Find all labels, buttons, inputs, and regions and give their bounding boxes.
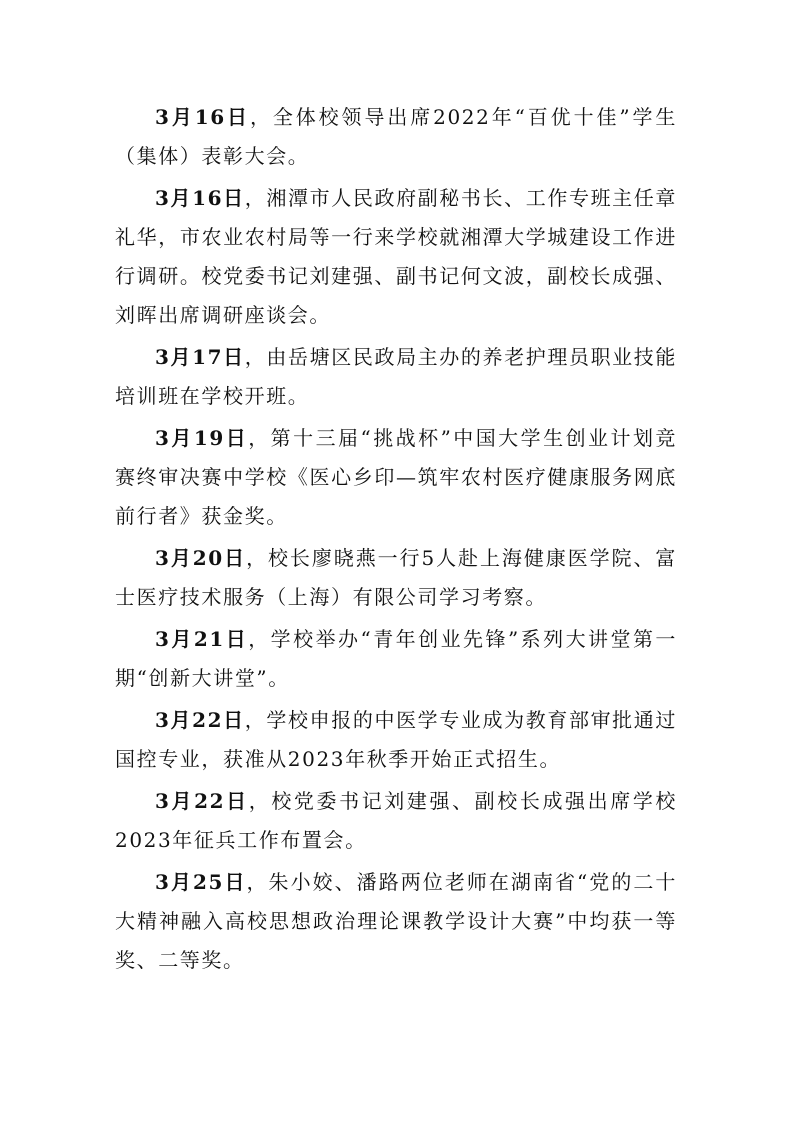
entry-date: 3月16日 bbox=[155, 186, 245, 210]
entry-text: ，湘潭市人民政府副秘书长、工作专班主任章礼华，市农业农村局等一行来学校就湘潭大学城建设工作进行调研。校党委书记刘建强、副书记何文波，副校长成强、刘晖出席调研座谈会。 bbox=[115, 186, 678, 327]
entry-date: 3月22日 bbox=[155, 789, 249, 813]
entry-date: 3月20日 bbox=[155, 546, 247, 570]
news-entry bbox=[115, 338, 677, 416]
news-entry bbox=[115, 620, 677, 698]
news-entry bbox=[115, 701, 677, 779]
news-entry bbox=[115, 539, 677, 617]
news-entry bbox=[115, 179, 677, 335]
news-list bbox=[115, 98, 677, 980]
entry-date: 3月22日 bbox=[155, 708, 245, 732]
entry-date: 3月19日 bbox=[155, 426, 249, 450]
entry-date: 3月21日 bbox=[155, 627, 249, 651]
entry-text: ，第十三届“挑战杯”中国大学生创业计划竞赛终审决赛中学校《医心乡印—筑牢农村医疗健康服务网底前行者》获金奖。 bbox=[115, 426, 678, 528]
news-entry bbox=[115, 863, 677, 980]
entry-text: ，学校举办“青年创业先锋”系列大讲堂第一期“创新大讲堂”。 bbox=[115, 627, 678, 690]
entry-text: ，学校申报的中医学专业成为教育部审批通过国控专业，获准从2023年秋季开始正式招生。 bbox=[115, 708, 678, 771]
entry-text: ，校长廖晓燕一行5人赴上海健康医学院、富士医疗技术服务（上海）有限公司学习考察。 bbox=[115, 546, 677, 609]
news-entry bbox=[115, 98, 677, 176]
entry-text: ，朱小姣、潘路两位老师在湖南省“党的二十大精神融入高校思想政治理论课教学设计大赛”中均获一等奖、二等奖。 bbox=[115, 870, 677, 972]
entry-date: 3月16日 bbox=[155, 105, 250, 129]
entry-text: ，全体校领导出席2022年“百优十佳”学生（集体）表彰大会。 bbox=[115, 105, 677, 168]
news-entry bbox=[115, 782, 677, 860]
entry-text: ，校党委书记刘建强、副校长成强出席学校2023年征兵工作布置会。 bbox=[115, 789, 678, 852]
entry-date: 3月25日 bbox=[155, 870, 247, 894]
news-entry bbox=[115, 419, 677, 536]
entry-text: ，由岳塘区民政局主办的养老护理员职业技能培训班在学校开班。 bbox=[115, 345, 678, 408]
entry-date: 3月17日 bbox=[155, 345, 245, 369]
